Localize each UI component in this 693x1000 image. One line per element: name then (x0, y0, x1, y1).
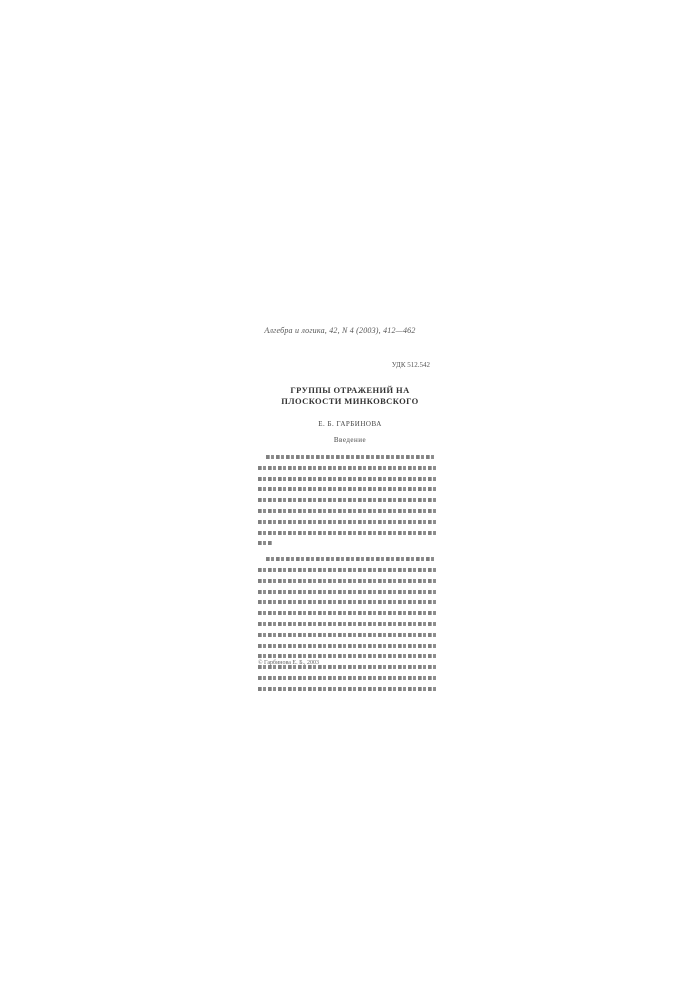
text-line (258, 587, 436, 598)
text-line-ink (258, 654, 436, 658)
text-line (258, 554, 436, 565)
text-line (258, 528, 436, 539)
udc-code: УДК 512.542 (391, 361, 430, 369)
text-line-ink (258, 590, 436, 594)
text-line (258, 538, 436, 549)
text-line-ink (258, 633, 436, 637)
text-line-ink (258, 520, 436, 524)
text-line (258, 630, 436, 641)
text-line-ink (258, 644, 436, 648)
text-line-ink (258, 487, 436, 491)
text-line-ink (258, 498, 436, 502)
section-heading: Введение (333, 436, 367, 444)
text-line (258, 597, 436, 608)
text-line (258, 452, 436, 463)
body-paragraph (258, 554, 436, 694)
text-line-ink (258, 541, 272, 545)
text-line (258, 463, 436, 474)
article-title (250, 385, 450, 407)
text-line-ink (258, 568, 436, 572)
text-line (258, 619, 436, 630)
text-line (258, 474, 436, 485)
body-paragraph (258, 452, 436, 549)
footer-note: © Гарбинова Е. Б., 2003 (258, 660, 320, 666)
text-line-ink (266, 557, 436, 561)
text-line (258, 673, 436, 684)
text-line-ink (258, 579, 436, 583)
text-line-ink (258, 611, 436, 615)
text-line (258, 608, 436, 619)
text-line-ink (258, 466, 436, 470)
text-line (258, 684, 436, 695)
text-line-ink (266, 455, 436, 459)
text-line-ink (258, 676, 436, 680)
title-line-1: ГРУППЫ ОТРАЖЕНИЙ НА (290, 385, 410, 395)
text-line-ink (258, 600, 436, 604)
running-head: Алгебра и логика, 42, N 4 (2003), 412—462 (264, 326, 416, 335)
text-line (258, 565, 436, 576)
text-line-ink (258, 622, 436, 626)
text-line-ink (258, 477, 436, 481)
text-line (258, 495, 436, 506)
text-line-ink (258, 687, 436, 691)
text-line-ink (258, 531, 436, 535)
author-name: Е. Б. ГАРБИНОВА (318, 420, 382, 428)
text-line (258, 484, 436, 495)
text-line-ink (258, 509, 436, 513)
title-line-2: ПЛОСКОСТИ МИНКОВСКОГО (281, 396, 419, 406)
text-line (258, 576, 436, 587)
text-line (258, 506, 436, 517)
text-line (258, 517, 436, 528)
text-line (258, 641, 436, 652)
